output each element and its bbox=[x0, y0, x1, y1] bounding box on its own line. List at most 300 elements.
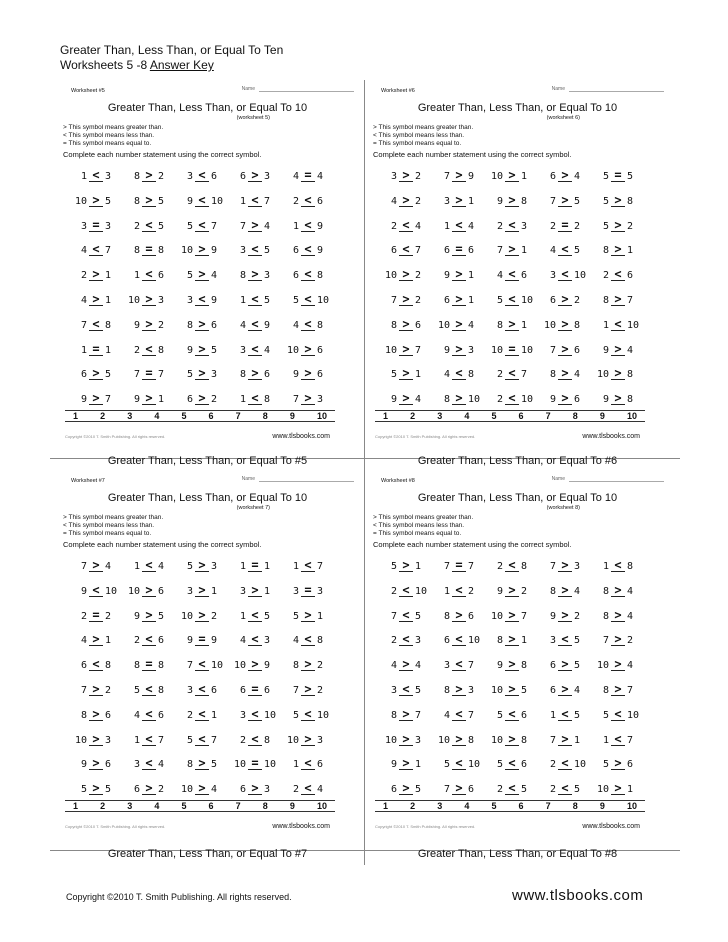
answer-symbol[interactable]: = bbox=[248, 683, 262, 696]
answer-symbol[interactable]: < bbox=[248, 733, 262, 746]
answer-symbol[interactable]: > bbox=[611, 293, 625, 306]
answer-symbol[interactable]: > bbox=[505, 633, 519, 646]
answer-symbol[interactable]: > bbox=[195, 559, 209, 572]
answer-symbol[interactable]: < bbox=[558, 243, 572, 256]
answer-symbol[interactable]: > bbox=[558, 683, 572, 696]
worksheet-panel bbox=[55, 80, 360, 440]
answer-symbol[interactable]: < bbox=[89, 658, 103, 671]
answer-symbol[interactable]: < bbox=[195, 708, 209, 721]
footer-url[interactable]: www.tlsbooks.com bbox=[512, 887, 644, 904]
answer-symbol[interactable]: > bbox=[301, 658, 315, 671]
answer-symbol[interactable]: > bbox=[195, 268, 209, 281]
answer-symbol[interactable]: < bbox=[195, 169, 209, 182]
answer-symbol[interactable]: < bbox=[89, 584, 103, 597]
answer-symbol[interactable]: > bbox=[611, 782, 625, 795]
answer-symbol[interactable]: > bbox=[142, 584, 156, 597]
answer-symbol[interactable]: > bbox=[558, 584, 572, 597]
answer-symbol[interactable]: < bbox=[301, 243, 315, 256]
answer-symbol[interactable]: > bbox=[558, 392, 572, 405]
left-number: 5 bbox=[443, 759, 450, 771]
answer-symbol[interactable]: < bbox=[505, 293, 519, 306]
answer-symbol[interactable]: < bbox=[558, 757, 572, 770]
answer-symbol[interactable]: > bbox=[195, 609, 209, 622]
answer-symbol[interactable]: < bbox=[558, 708, 572, 721]
answer-symbol[interactable]: = bbox=[248, 559, 262, 572]
answer-symbol[interactable]: < bbox=[452, 757, 466, 770]
right-number: 2 bbox=[415, 294, 422, 306]
answer-symbol[interactable]: < bbox=[248, 392, 262, 405]
right-number: 6 bbox=[521, 709, 528, 721]
answer-symbol[interactable]: = bbox=[452, 243, 466, 256]
left-number: 1 bbox=[80, 344, 87, 356]
answer-symbol[interactable]: = bbox=[195, 633, 209, 646]
problem-row bbox=[383, 387, 648, 412]
answer-symbol[interactable]: > bbox=[505, 658, 519, 671]
right-number: 1 bbox=[415, 759, 422, 771]
answer-symbol[interactable]: = bbox=[248, 757, 262, 770]
answer-symbol[interactable]: < bbox=[301, 219, 315, 232]
answer-symbol[interactable]: < bbox=[301, 293, 315, 306]
answer-symbol[interactable]: < bbox=[301, 633, 315, 646]
answer-symbol[interactable]: > bbox=[195, 318, 209, 331]
answer-symbol[interactable]: > bbox=[611, 343, 625, 356]
answer-symbol[interactable]: > bbox=[89, 782, 103, 795]
number-statement bbox=[489, 653, 542, 671]
answer-symbol[interactable]: > bbox=[452, 782, 466, 795]
answer-symbol[interactable]: < bbox=[505, 782, 519, 795]
answer-symbol[interactable]: = bbox=[142, 367, 156, 380]
answer-symbol[interactable]: > bbox=[611, 683, 625, 696]
answer-symbol[interactable]: > bbox=[399, 293, 413, 306]
answer-symbol[interactable]: > bbox=[248, 169, 262, 182]
left-number: 10 bbox=[543, 319, 556, 331]
left-number: 9 bbox=[496, 660, 503, 672]
answer-symbol[interactable]: > bbox=[452, 683, 466, 696]
answer-symbol[interactable]: > bbox=[399, 343, 413, 356]
right-number: 2 bbox=[105, 610, 112, 622]
answer-symbol[interactable]: < bbox=[142, 559, 156, 572]
right-number: 5 bbox=[574, 660, 581, 672]
answer-symbol[interactable]: > bbox=[142, 782, 156, 795]
answer-symbol[interactable]: < bbox=[142, 708, 156, 721]
left-number: 10 bbox=[127, 294, 140, 306]
answer-symbol[interactable]: > bbox=[399, 733, 413, 746]
left-number: 2 bbox=[292, 784, 299, 796]
answer-symbol[interactable]: < bbox=[452, 219, 466, 232]
answer-symbol[interactable]: > bbox=[611, 367, 625, 380]
answer-symbol[interactable]: = bbox=[89, 343, 103, 356]
answer-symbol[interactable]: > bbox=[195, 392, 209, 405]
number-statement bbox=[179, 238, 232, 256]
answer-symbol[interactable]: < bbox=[452, 633, 466, 646]
answer-symbol[interactable]: > bbox=[505, 243, 519, 256]
answer-symbol[interactable]: > bbox=[301, 367, 315, 380]
rule-line: > This symbol means greater than. bbox=[63, 124, 164, 131]
left-number: 8 bbox=[443, 684, 450, 696]
answer-symbol[interactable]: < bbox=[505, 559, 519, 572]
answer-symbol[interactable]: < bbox=[195, 293, 209, 306]
answer-symbol[interactable]: < bbox=[505, 367, 519, 380]
left-number: 3 bbox=[549, 635, 556, 647]
answer-symbol[interactable]: > bbox=[248, 658, 262, 671]
answer-symbol[interactable]: > bbox=[505, 318, 519, 331]
number-statement bbox=[595, 313, 648, 331]
answer-symbol[interactable]: < bbox=[452, 708, 466, 721]
problem-row bbox=[73, 579, 338, 604]
answer-symbol[interactable]: > bbox=[611, 658, 625, 671]
left-number: 5 bbox=[133, 684, 140, 696]
left-number: 1 bbox=[133, 270, 140, 282]
answer-symbol[interactable]: > bbox=[195, 243, 209, 256]
answer-symbol[interactable]: > bbox=[195, 343, 209, 356]
number-statement bbox=[595, 728, 648, 746]
answer-symbol[interactable]: > bbox=[399, 392, 413, 405]
answer-symbol[interactable]: < bbox=[399, 243, 413, 256]
right-number: 8 bbox=[627, 369, 634, 381]
answer-symbol[interactable]: > bbox=[142, 169, 156, 182]
answer-symbol[interactable]: = bbox=[505, 343, 519, 356]
number-line-label: 6 bbox=[208, 411, 214, 421]
answer-symbol[interactable]: < bbox=[248, 194, 262, 207]
right-number: 5 bbox=[574, 709, 581, 721]
right-number: 3 bbox=[415, 734, 422, 746]
problem-row bbox=[383, 338, 648, 363]
answer-symbol[interactable]: > bbox=[611, 392, 625, 405]
answer-symbol[interactable]: > bbox=[142, 609, 156, 622]
answer-symbol[interactable]: > bbox=[452, 733, 466, 746]
answer-symbol[interactable]: > bbox=[89, 194, 103, 207]
right-number: 3 bbox=[264, 270, 271, 282]
answer-symbol[interactable]: > bbox=[301, 609, 315, 622]
number-line-label: 3 bbox=[437, 411, 443, 421]
answer-symbol[interactable]: > bbox=[399, 318, 413, 331]
answer-symbol[interactable]: < bbox=[611, 559, 625, 572]
number-line-label: 2 bbox=[100, 411, 106, 421]
answer-symbol[interactable]: < bbox=[558, 633, 572, 646]
answer-symbol[interactable]: > bbox=[248, 268, 262, 281]
answer-symbol[interactable]: < bbox=[195, 733, 209, 746]
rule-line: < This symbol means less than. bbox=[373, 522, 465, 529]
answer-symbol[interactable]: < bbox=[142, 683, 156, 696]
answer-symbol[interactable]: > bbox=[142, 318, 156, 331]
answer-symbol[interactable]: > bbox=[611, 584, 625, 597]
answer-symbol[interactable]: = bbox=[301, 584, 315, 597]
number-statement bbox=[73, 238, 126, 256]
answer-symbol[interactable]: < bbox=[248, 293, 262, 306]
answer-symbol[interactable]: < bbox=[399, 609, 413, 622]
answer-symbol[interactable]: > bbox=[399, 367, 413, 380]
answer-symbol[interactable]: < bbox=[399, 633, 413, 646]
number-statement bbox=[126, 703, 179, 721]
number-statement bbox=[126, 214, 179, 232]
number-line-label: 7 bbox=[545, 411, 551, 421]
number-statement bbox=[232, 288, 285, 306]
answer-symbol[interactable]: > bbox=[399, 194, 413, 207]
left-number: 10 bbox=[233, 759, 246, 771]
answer-symbol[interactable]: > bbox=[452, 392, 466, 405]
answer-symbol[interactable]: < bbox=[195, 658, 209, 671]
right-number: 6 bbox=[317, 759, 324, 771]
answer-symbol[interactable]: < bbox=[505, 219, 519, 232]
right-number: 8 bbox=[317, 635, 324, 647]
answer-symbol[interactable]: < bbox=[248, 633, 262, 646]
answer-symbol[interactable]: < bbox=[142, 268, 156, 281]
name-field: Name bbox=[242, 86, 354, 92]
answer-symbol[interactable]: = bbox=[611, 169, 625, 182]
answer-symbol[interactable]: < bbox=[611, 268, 625, 281]
answer-symbol[interactable]: < bbox=[558, 268, 572, 281]
answer-symbol[interactable]: > bbox=[611, 219, 625, 232]
number-statement bbox=[126, 628, 179, 646]
answer-symbol[interactable]: = bbox=[89, 609, 103, 622]
left-number: 9 bbox=[496, 195, 503, 207]
answer-symbol[interactable]: > bbox=[452, 609, 466, 622]
answer-symbol[interactable]: < bbox=[142, 633, 156, 646]
answer-symbol[interactable]: < bbox=[301, 782, 315, 795]
answer-symbol[interactable]: < bbox=[89, 243, 103, 256]
answer-symbol[interactable]: > bbox=[611, 194, 625, 207]
answer-symbol[interactable]: < bbox=[248, 708, 262, 721]
answer-symbol[interactable]: = bbox=[452, 559, 466, 572]
answer-symbol[interactable]: < bbox=[301, 268, 315, 281]
right-number: 10 bbox=[574, 270, 587, 282]
answer-symbol[interactable]: > bbox=[301, 392, 315, 405]
answer-symbol[interactable]: < bbox=[399, 584, 413, 597]
number-statement bbox=[383, 288, 436, 306]
answer-symbol[interactable]: < bbox=[301, 318, 315, 331]
answer-symbol[interactable]: > bbox=[142, 392, 156, 405]
answer-symbol[interactable]: > bbox=[195, 367, 209, 380]
right-number: 6 bbox=[105, 709, 112, 721]
answer-symbol[interactable]: = bbox=[142, 658, 156, 671]
answer-symbol[interactable]: > bbox=[195, 782, 209, 795]
answer-symbol[interactable]: < bbox=[248, 609, 262, 622]
answer-symbol[interactable]: < bbox=[195, 194, 209, 207]
answer-symbol[interactable]: < bbox=[301, 559, 315, 572]
answer-symbol[interactable]: > bbox=[558, 733, 572, 746]
left-number: 8 bbox=[133, 245, 140, 257]
answer-symbol[interactable]: > bbox=[399, 169, 413, 182]
number-statement bbox=[232, 554, 285, 572]
answer-symbol[interactable]: > bbox=[89, 683, 103, 696]
name-field: Name bbox=[242, 476, 354, 482]
answer-symbol[interactable]: < bbox=[399, 219, 413, 232]
number-line bbox=[65, 800, 335, 812]
number-statement bbox=[285, 288, 338, 306]
answer-symbol[interactable]: > bbox=[399, 658, 413, 671]
answer-symbol[interactable]: < bbox=[505, 392, 519, 405]
answer-symbol[interactable]: > bbox=[611, 609, 625, 622]
answer-symbol[interactable]: > bbox=[505, 169, 519, 182]
answer-symbol[interactable]: < bbox=[505, 708, 519, 721]
answer-symbol[interactable]: < bbox=[142, 757, 156, 770]
answer-symbol[interactable]: > bbox=[142, 194, 156, 207]
answer-symbol[interactable]: > bbox=[248, 367, 262, 380]
answer-symbol[interactable]: > bbox=[505, 733, 519, 746]
answer-symbol[interactable]: > bbox=[248, 219, 262, 232]
answer-symbol[interactable]: > bbox=[399, 757, 413, 770]
problem-row bbox=[73, 604, 338, 629]
answer-symbol[interactable]: > bbox=[301, 683, 315, 696]
answer-symbol[interactable]: > bbox=[195, 584, 209, 597]
rule-line: < This symbol means less than. bbox=[63, 522, 155, 529]
answer-symbol[interactable]: > bbox=[505, 194, 519, 207]
right-number: 8 bbox=[627, 195, 634, 207]
answer-symbol[interactable]: < bbox=[248, 343, 262, 356]
answer-symbol[interactable]: > bbox=[558, 343, 572, 356]
answer-symbol[interactable]: < bbox=[558, 782, 572, 795]
number-statement bbox=[126, 313, 179, 331]
answer-symbol[interactable]: > bbox=[301, 733, 315, 746]
answer-symbol[interactable]: > bbox=[248, 782, 262, 795]
answer-symbol[interactable]: > bbox=[89, 268, 103, 281]
right-number: 4 bbox=[415, 220, 422, 232]
left-number: 6 bbox=[390, 784, 397, 796]
answer-symbol[interactable]: > bbox=[89, 633, 103, 646]
answer-symbol[interactable]: > bbox=[89, 708, 103, 721]
answer-symbol[interactable]: < bbox=[142, 733, 156, 746]
right-number: 8 bbox=[574, 319, 581, 331]
answer-symbol[interactable]: < bbox=[452, 584, 466, 597]
answer-symbol[interactable]: < bbox=[89, 169, 103, 182]
right-number: 6 bbox=[264, 369, 271, 381]
number-statement bbox=[285, 628, 338, 646]
left-number: 2 bbox=[390, 635, 397, 647]
answer-symbol[interactable]: < bbox=[301, 708, 315, 721]
left-number: 4 bbox=[80, 635, 87, 647]
answer-symbol[interactable]: < bbox=[611, 708, 625, 721]
answer-symbol[interactable]: = bbox=[301, 169, 315, 182]
answer-symbol[interactable]: > bbox=[89, 559, 103, 572]
answer-symbol[interactable]: < bbox=[611, 318, 625, 331]
left-number: 6 bbox=[443, 245, 450, 257]
answer-symbol[interactable]: > bbox=[248, 584, 262, 597]
left-number: 3 bbox=[549, 270, 556, 282]
worksheet-url: www.tlsbooks.com bbox=[582, 823, 640, 830]
left-number: 4 bbox=[292, 319, 299, 331]
answer-symbol[interactable]: = bbox=[142, 243, 156, 256]
answer-symbol[interactable]: < bbox=[248, 243, 262, 256]
left-number: 7 bbox=[292, 684, 299, 696]
right-number: 4 bbox=[574, 684, 581, 696]
number-statement bbox=[126, 338, 179, 356]
number-statement bbox=[489, 752, 542, 770]
answer-symbol[interactable]: > bbox=[89, 392, 103, 405]
answer-symbol[interactable]: < bbox=[505, 757, 519, 770]
answer-symbol[interactable]: < bbox=[452, 367, 466, 380]
answer-symbol[interactable]: < bbox=[301, 194, 315, 207]
number-line-label: 10 bbox=[626, 801, 637, 811]
answer-symbol[interactable]: < bbox=[399, 683, 413, 696]
problem-row bbox=[73, 313, 338, 338]
answer-symbol[interactable]: > bbox=[558, 318, 572, 331]
answer-symbol[interactable]: > bbox=[505, 584, 519, 597]
answer-symbol[interactable]: > bbox=[505, 609, 519, 622]
problem-row bbox=[383, 728, 648, 753]
left-number: 5 bbox=[496, 709, 503, 721]
right-number: 6 bbox=[468, 784, 475, 796]
answer-symbol[interactable]: > bbox=[89, 757, 103, 770]
answer-symbol[interactable]: > bbox=[452, 194, 466, 207]
left-number: 6 bbox=[80, 369, 87, 381]
number-statement bbox=[285, 604, 338, 622]
answer-symbol[interactable]: > bbox=[399, 782, 413, 795]
answer-symbol[interactable]: > bbox=[558, 609, 572, 622]
answer-symbol[interactable]: > bbox=[558, 367, 572, 380]
answer-symbol[interactable]: > bbox=[452, 293, 466, 306]
number-statement bbox=[489, 678, 542, 696]
left-number: 7 bbox=[496, 245, 503, 257]
answer-symbol[interactable]: > bbox=[611, 633, 625, 646]
right-number: 8 bbox=[627, 561, 634, 572]
right-number: 3 bbox=[264, 171, 271, 182]
problem-row bbox=[73, 338, 338, 363]
answer-symbol[interactable]: > bbox=[558, 658, 572, 671]
right-number: 8 bbox=[468, 734, 475, 746]
answer-symbol[interactable]: > bbox=[611, 243, 625, 256]
right-number: 3 bbox=[317, 734, 324, 746]
right-number: 6 bbox=[468, 610, 475, 622]
number-line-label: 4 bbox=[464, 411, 470, 421]
answer-symbol[interactable]: > bbox=[399, 559, 413, 572]
answer-symbol[interactable]: < bbox=[195, 683, 209, 696]
answer-symbol[interactable]: > bbox=[452, 268, 466, 281]
left-number: 2 bbox=[239, 734, 246, 746]
right-number: 7 bbox=[105, 394, 112, 406]
answer-symbol[interactable]: < bbox=[611, 733, 625, 746]
answer-symbol[interactable]: > bbox=[399, 708, 413, 721]
answer-symbol[interactable]: > bbox=[611, 757, 625, 770]
answer-symbol[interactable]: > bbox=[558, 169, 572, 182]
answer-symbol[interactable]: < bbox=[505, 268, 519, 281]
left-number: 8 bbox=[390, 319, 397, 331]
answer-symbol[interactable]: > bbox=[558, 194, 572, 207]
answer-symbol[interactable]: < bbox=[142, 343, 156, 356]
answer-symbol[interactable]: > bbox=[452, 318, 466, 331]
answer-symbol[interactable]: < bbox=[248, 318, 262, 331]
answer-symbol[interactable]: > bbox=[452, 343, 466, 356]
answer-symbol[interactable]: < bbox=[89, 318, 103, 331]
number-statement bbox=[595, 703, 648, 721]
left-number: 9 bbox=[549, 610, 556, 622]
answer-symbol[interactable]: > bbox=[505, 683, 519, 696]
answer-symbol[interactable]: < bbox=[142, 219, 156, 232]
problem-row bbox=[73, 238, 338, 263]
worksheet-caption: Greater Than, Less Than, or Equal To #5 bbox=[107, 455, 308, 467]
answer-symbol[interactable]: > bbox=[89, 733, 103, 746]
answer-symbol[interactable]: > bbox=[89, 293, 103, 306]
number-line-label: 7 bbox=[545, 801, 551, 811]
right-number: 5 bbox=[574, 635, 581, 647]
answer-symbol[interactable]: < bbox=[301, 757, 315, 770]
answer-symbol[interactable]: > bbox=[142, 293, 156, 306]
number-statement bbox=[285, 579, 338, 597]
answer-symbol[interactable]: > bbox=[452, 169, 466, 182]
number-statement bbox=[179, 214, 232, 232]
left-number: 2 bbox=[133, 344, 140, 356]
answer-symbol[interactable]: > bbox=[558, 293, 572, 306]
number-statement bbox=[383, 387, 436, 405]
answer-symbol[interactable]: > bbox=[399, 268, 413, 281]
answer-symbol[interactable]: > bbox=[89, 367, 103, 380]
answer-symbol[interactable]: = bbox=[89, 219, 103, 232]
answer-symbol[interactable]: < bbox=[195, 219, 209, 232]
answer-symbol[interactable]: > bbox=[195, 757, 209, 770]
answer-symbol[interactable]: = bbox=[558, 219, 572, 232]
answer-symbol[interactable]: > bbox=[301, 343, 315, 356]
answer-symbol[interactable]: < bbox=[452, 658, 466, 671]
answer-symbol[interactable]: > bbox=[558, 559, 572, 572]
